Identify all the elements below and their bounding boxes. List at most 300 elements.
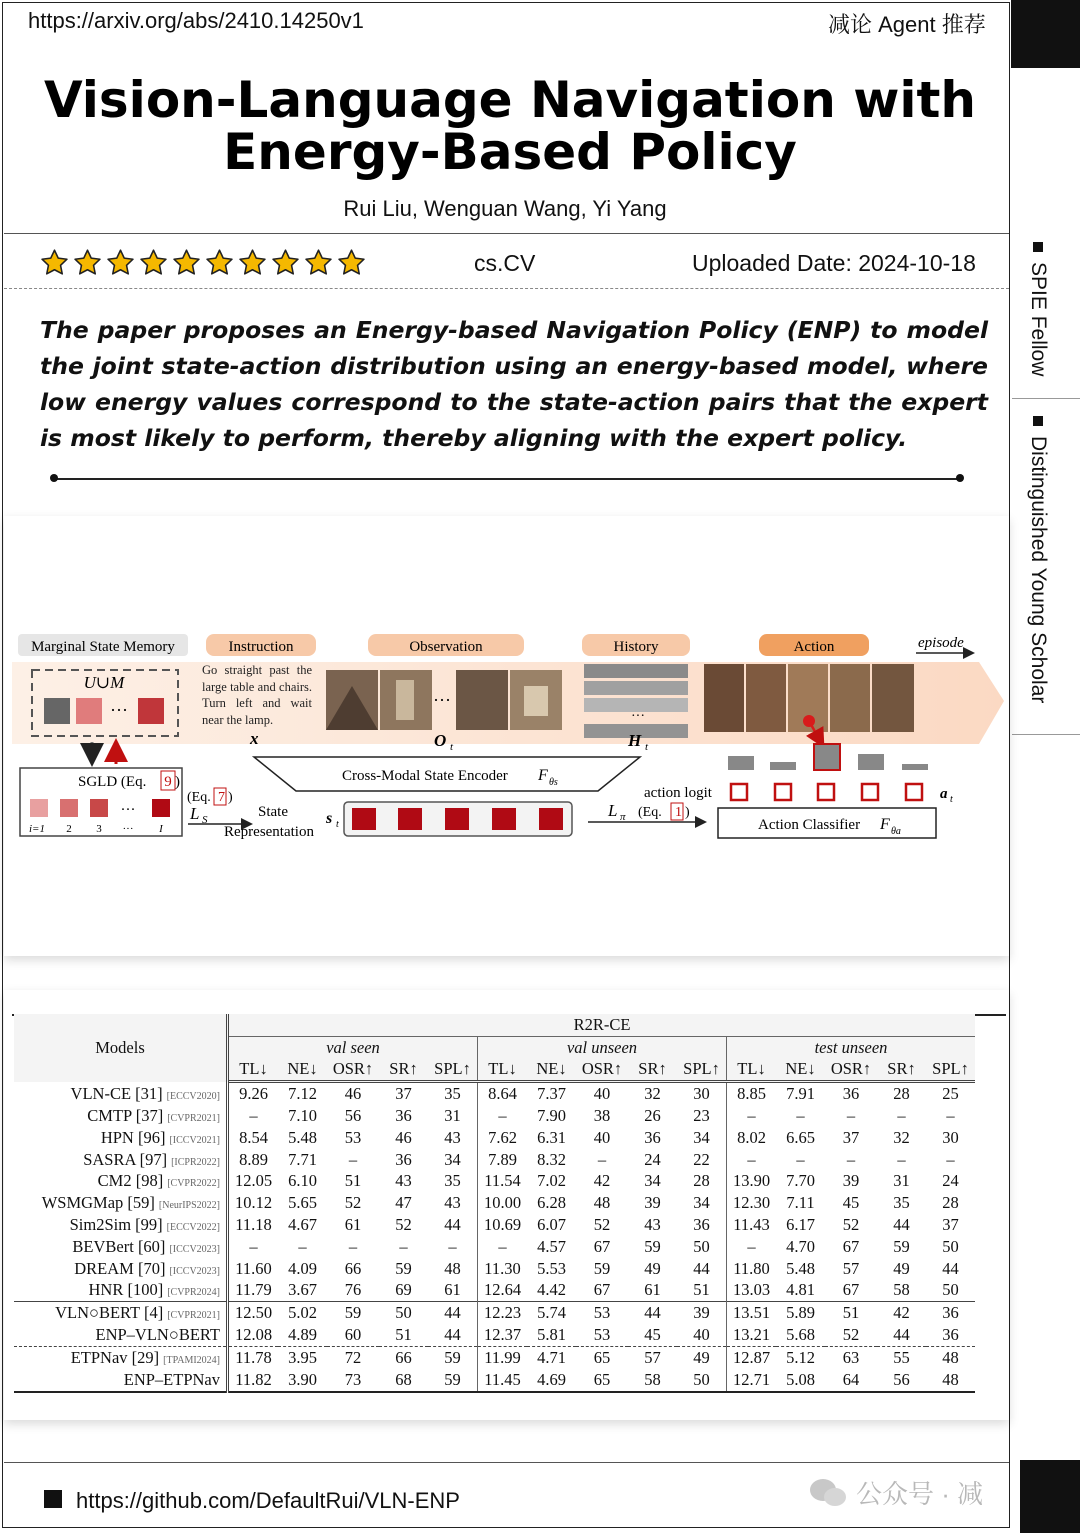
model-label: BEVBert [60] — [72, 1236, 166, 1256]
metric-header: SPL↑ — [677, 1059, 727, 1082]
table-cell: 7.10 — [288, 1106, 317, 1126]
table-cell: 30 — [942, 1127, 959, 1147]
wechat-icon — [808, 1477, 848, 1509]
ls-sym: L — [190, 804, 200, 823]
model-label: ENP–ETPNav — [123, 1369, 220, 1389]
metric-header: TL↓ — [228, 1059, 279, 1082]
table-cell: 44 — [893, 1325, 910, 1345]
table-cell: 55 — [893, 1347, 910, 1367]
table-cell: 4.69 — [537, 1369, 566, 1389]
table-cell: 12.05 — [234, 1171, 273, 1191]
table-cell: – — [796, 1106, 805, 1126]
table-cell: 11.60 — [235, 1258, 272, 1278]
logit-cell — [731, 784, 747, 800]
sgld-cell — [60, 799, 78, 817]
state-cell — [492, 808, 516, 830]
model-name — [14, 1346, 228, 1368]
github-link[interactable]: https://github.com/DefaultRui/VLN-ENP — [76, 1488, 460, 1513]
table-cell: 6.28 — [537, 1193, 566, 1213]
table-cell: 50 — [395, 1303, 412, 1323]
table-cell: 31 — [428, 1105, 478, 1127]
table-cell: 42 — [593, 1171, 611, 1191]
classifier-label: Action Classifier — [758, 817, 861, 833]
sgld-cell — [152, 799, 170, 817]
classifier-sub: θa — [891, 826, 901, 837]
table-cell: 59 — [644, 1236, 661, 1256]
eq7-label: (Eq. — [187, 790, 211, 805]
table-cell: 12.08 — [234, 1325, 273, 1345]
metric-header: OSR↑ — [576, 1059, 628, 1082]
table-cell: 37 — [842, 1127, 860, 1147]
table-cell: 7.12 — [288, 1084, 317, 1104]
index-label: I — [159, 823, 163, 835]
eq1-num: 1 — [675, 805, 682, 820]
venue-label: [ICPR2022] — [171, 1156, 220, 1168]
table-cell: 38 — [593, 1106, 611, 1126]
model-name — [14, 1149, 228, 1171]
table-cell: 76 — [344, 1280, 362, 1300]
state-cell — [398, 808, 422, 830]
table-cell: 11.78 — [235, 1347, 272, 1367]
table-cell: 53 — [593, 1303, 611, 1323]
table-cell: 26 — [644, 1106, 661, 1126]
metric-header: OSR↑ — [825, 1059, 877, 1082]
model-name — [14, 1324, 228, 1346]
lpi-sub: π — [620, 811, 626, 823]
table-row — [14, 1214, 975, 1236]
memory-cell — [76, 698, 102, 724]
metric-header: NE↓ — [527, 1059, 576, 1082]
category: cs.CV — [474, 250, 536, 276]
table-cell: 7.62 — [488, 1127, 517, 1147]
table-cell: 24 — [942, 1171, 959, 1191]
venue-label: [CVPR2022] — [167, 1178, 220, 1190]
ls-sub: S — [202, 814, 208, 826]
table-cell: 44 — [677, 1258, 727, 1280]
table-cell: 59 — [593, 1258, 611, 1278]
table-cell: 13.51 — [732, 1303, 771, 1323]
o-sub: t — [450, 741, 454, 753]
bullet-icon — [44, 1490, 62, 1508]
model-name — [14, 1258, 228, 1280]
logit-bar — [728, 756, 754, 770]
brand-label: 减论 Agent 推荐 — [828, 12, 986, 37]
table-row — [14, 1346, 975, 1368]
table-cell: – — [747, 1106, 756, 1126]
table-cell: 12.71 — [732, 1369, 771, 1389]
table-cell: 51 — [677, 1280, 727, 1302]
table-cell: 48 — [428, 1258, 478, 1280]
table-cell: 61 — [344, 1215, 362, 1235]
table-cell: 73 — [344, 1369, 362, 1389]
table-cell: – — [897, 1149, 906, 1169]
table-cell: 40 — [593, 1127, 611, 1147]
table-cell: 9.26 — [239, 1084, 268, 1104]
table-cell: 36 — [942, 1325, 959, 1345]
models-header: Models — [14, 1014, 228, 1082]
table-row — [14, 1149, 975, 1171]
star-icon — [271, 248, 300, 277]
index-label: 2 — [66, 823, 72, 835]
table-cell: 7.37 — [537, 1084, 566, 1104]
state-cell — [539, 808, 563, 830]
rating-stars — [40, 248, 366, 277]
logit-cell — [818, 784, 834, 800]
watermark — [808, 1474, 983, 1511]
model-label: ETPNav [29] — [70, 1347, 160, 1367]
table-cell: – — [498, 1236, 507, 1256]
table-row — [14, 1192, 975, 1214]
table-cell: 23 — [677, 1105, 727, 1127]
model-name — [14, 1105, 228, 1127]
table-cell: 44 — [428, 1214, 478, 1236]
table-cell: 28 — [942, 1193, 959, 1213]
table-cell: 5.08 — [786, 1369, 815, 1389]
table-cell: 46 — [344, 1084, 362, 1104]
table-cell: 12.37 — [483, 1325, 522, 1345]
divider — [4, 233, 1009, 234]
table-cell: 50 — [677, 1236, 727, 1258]
table-cell: 39 — [644, 1193, 661, 1213]
svg-text:): ) — [175, 774, 180, 790]
table-cell: – — [249, 1106, 258, 1126]
table-cell: 52 — [344, 1193, 362, 1213]
episode-label: episode — [918, 635, 964, 651]
state-rep-1: State — [258, 804, 288, 820]
model-name — [14, 1302, 228, 1324]
table-cell: 6.07 — [537, 1215, 566, 1235]
logit-bar — [770, 762, 796, 770]
table-cell: 43 — [644, 1215, 661, 1235]
table-cell: – — [796, 1149, 805, 1169]
instruction-header: Instruction — [228, 639, 294, 655]
model-label: CMTP [37] — [87, 1106, 164, 1126]
table-row — [14, 1236, 975, 1258]
bullet-icon — [1033, 416, 1043, 426]
table-cell: 49 — [644, 1258, 661, 1278]
table-cell: 49 — [677, 1346, 727, 1368]
table-cell: 47 — [395, 1193, 412, 1213]
action-header: Action — [793, 639, 835, 655]
table-cell: 10.12 — [234, 1193, 273, 1213]
table-cell: 34 — [677, 1192, 727, 1214]
o-var: O — [434, 731, 447, 750]
a-var: a — [940, 786, 948, 802]
title-line-1: Vision-Language Navigation with — [43, 71, 977, 129]
table-cell: 7.71 — [288, 1149, 317, 1169]
table-cell: 60 — [344, 1325, 362, 1345]
table-cell: 69 — [395, 1280, 412, 1300]
table-cell: 59 — [428, 1346, 478, 1368]
split-header: test unseen — [727, 1036, 976, 1058]
table-row — [14, 1171, 975, 1193]
h-var: H — [628, 731, 642, 750]
lpi-sym: L — [608, 801, 618, 820]
star-icon — [238, 248, 267, 277]
table-cell: – — [348, 1236, 358, 1256]
table-cell: 50 — [942, 1236, 959, 1256]
table-cell: 65 — [593, 1347, 611, 1367]
venue-label: [CVPR2024] — [167, 1287, 220, 1299]
logit-bar-selected — [814, 744, 840, 770]
table-cell: 52 — [593, 1215, 611, 1235]
table-cell: 5.53 — [537, 1258, 566, 1278]
table-cell: 49 — [893, 1258, 910, 1278]
metric-header: SR↑ — [628, 1059, 677, 1082]
table-row — [14, 1127, 975, 1149]
table-cell: 51 — [395, 1325, 412, 1345]
table-cell: 4.70 — [786, 1236, 815, 1256]
eq7-num: 7 — [218, 790, 225, 805]
star-icon — [40, 248, 69, 277]
table-cell: 25 — [942, 1084, 959, 1104]
table-cell: – — [597, 1149, 607, 1169]
classifier-sym: F — [880, 816, 890, 833]
table-cell: 4.09 — [288, 1258, 317, 1278]
table-cell: 6.65 — [786, 1127, 815, 1147]
model-label: ENP–VLN○BERT — [95, 1325, 220, 1345]
table-cell: 36 — [677, 1214, 727, 1236]
table-cell: 44 — [893, 1215, 910, 1235]
memory-cell — [44, 698, 70, 724]
model-label: HNR [100] — [88, 1280, 164, 1300]
memory-header: Marginal State Memory — [31, 639, 175, 655]
table-cell: – — [298, 1236, 307, 1256]
index-label: i=1 — [29, 823, 45, 835]
table-cell: 61 — [428, 1280, 478, 1302]
rule-dot — [956, 474, 964, 482]
table-cell: 44 — [942, 1258, 959, 1278]
metric-header: NE↓ — [278, 1059, 327, 1082]
instruction-text-wrap — [202, 662, 312, 734]
table-cell: 63 — [842, 1347, 860, 1367]
table-row — [14, 1324, 975, 1346]
table-row — [14, 1280, 975, 1302]
table-cell: 6.17 — [786, 1215, 815, 1235]
table-cell: – — [946, 1106, 955, 1126]
star-icon — [205, 248, 234, 277]
model-label: WSMGMap [59] — [41, 1193, 155, 1213]
table-cell: 6.10 — [288, 1171, 317, 1191]
table-cell: 56 — [893, 1369, 910, 1389]
venue-label: [CVPR2021] — [167, 1113, 220, 1125]
metric-header: SPL↑ — [428, 1059, 478, 1082]
table-cell: 12.23 — [483, 1303, 522, 1323]
table-cell: 11.43 — [733, 1215, 770, 1235]
table-cell: 5.02 — [288, 1303, 317, 1323]
table-cell: 43 — [428, 1192, 478, 1214]
table-cell: 52 — [842, 1215, 860, 1235]
venue-label: [ECCV2020] — [166, 1090, 220, 1102]
table-cell: – — [399, 1236, 408, 1256]
index-label: 3 — [96, 823, 102, 835]
metric-header: SR↑ — [379, 1059, 428, 1082]
table-cell: 68 — [395, 1369, 412, 1389]
table-cell: 67 — [593, 1236, 611, 1256]
results-table-panel — [4, 990, 1009, 1420]
venue-label: [ICCV2021] — [169, 1134, 220, 1146]
observation-header: Observation — [409, 639, 483, 655]
svg-text:): ) — [685, 805, 690, 820]
svg-text:): ) — [228, 790, 233, 805]
summary: The paper proposes an Energy-based Navigation Policy (ENP) to model the joint state-action distribution using an energy-based model, where low energy values correspond to the state-action pairs that the expert is most likely to perform, thereby aligning with the expert policy. — [40, 316, 988, 452]
table-cell: 64 — [842, 1369, 860, 1389]
x-var: x — [250, 729, 259, 748]
table-cell: 65 — [593, 1369, 611, 1389]
model-name — [14, 1214, 228, 1236]
history-header: History — [613, 639, 659, 655]
table-row — [14, 1105, 975, 1127]
table-cell: 7.02 — [537, 1171, 566, 1191]
model-label: Sim2Sim [99] — [69, 1215, 163, 1235]
corner-block — [1011, 0, 1080, 68]
table-cell: 72 — [344, 1347, 362, 1367]
table-row — [14, 1258, 975, 1280]
table-cell: 35 — [428, 1082, 478, 1105]
table-cell: 10.00 — [483, 1193, 522, 1213]
logit-bar — [858, 754, 884, 770]
table-cell: 11.18 — [235, 1215, 272, 1235]
table-cell: 11.80 — [733, 1258, 770, 1278]
table-cell: 5.48 — [786, 1258, 815, 1278]
model-label: CM2 [98] — [97, 1171, 164, 1191]
logit-cell — [906, 784, 922, 800]
table-cell: 43 — [395, 1171, 412, 1191]
watermark-text: 公众号 · 减 — [856, 1479, 984, 1509]
table-cell: 36 — [395, 1106, 412, 1126]
table-cell: – — [747, 1149, 756, 1169]
table-cell: 12.87 — [732, 1347, 771, 1367]
table-cell: 13.90 — [732, 1171, 771, 1191]
table-cell: 37 — [395, 1084, 412, 1104]
table-cell: 3.90 — [288, 1369, 317, 1389]
table-cell: 4.67 — [288, 1215, 317, 1235]
table-cell: 12.64 — [483, 1280, 522, 1300]
table-cell: 11.82 — [235, 1369, 272, 1389]
table-cell: 51 — [344, 1171, 362, 1191]
model-name — [14, 1369, 228, 1392]
table-cell: 4.89 — [288, 1325, 317, 1345]
table-cell: 7.89 — [488, 1149, 517, 1169]
table-cell: 32 — [893, 1127, 910, 1147]
table-row — [14, 1082, 975, 1105]
table-cell: 66 — [395, 1347, 412, 1367]
table-cell: – — [498, 1106, 507, 1126]
table-cell: 42 — [893, 1303, 910, 1323]
logit-cell — [775, 784, 791, 800]
table-cell: 8.32 — [537, 1149, 566, 1169]
table-cell: 50 — [677, 1369, 727, 1392]
table-cell: 67 — [842, 1236, 860, 1256]
venue-label: [ICCV2023] — [169, 1265, 220, 1277]
figure-svg — [4, 516, 1009, 956]
table-cell: 34 — [428, 1149, 478, 1171]
eq1-label: (Eq. — [638, 805, 662, 820]
index-label: ··· — [122, 823, 134, 835]
table-cell: 57 — [644, 1347, 661, 1367]
tag-young-scholar: Distinguished Young Scholar — [1027, 436, 1050, 704]
table-cell: 4.71 — [537, 1347, 566, 1367]
state-rep-2: Representation — [224, 824, 314, 840]
divider — [1012, 734, 1080, 735]
divider — [4, 288, 1009, 289]
state-cell — [445, 808, 469, 830]
memory-set: U∪M — [83, 673, 125, 692]
model-label: VLN○BERT [4] — [55, 1303, 164, 1323]
table-cell: 67 — [593, 1280, 611, 1300]
metric-header: NE↓ — [776, 1059, 825, 1082]
action-logit-label: action logit — [644, 785, 712, 801]
dataset-header: R2R-CE — [228, 1014, 976, 1036]
table-cell: – — [747, 1236, 756, 1256]
star-icon — [139, 248, 168, 277]
model-name — [14, 1192, 228, 1214]
star-icon — [106, 248, 135, 277]
table-cell: 53 — [344, 1127, 362, 1147]
table-cell: 7.11 — [786, 1193, 815, 1213]
table-cell: 32 — [644, 1084, 661, 1104]
table-cell: 8.85 — [737, 1084, 766, 1104]
table-cell: 44 — [428, 1324, 478, 1346]
model-label: SASRA [97] — [83, 1149, 168, 1169]
sgld-cell — [90, 799, 108, 817]
table-cell: 28 — [893, 1084, 910, 1104]
venue-label: [CVPR2021] — [167, 1310, 220, 1322]
table-cell: 5.81 — [537, 1325, 566, 1345]
logit-bar — [902, 764, 928, 770]
sgld-cell — [30, 799, 48, 817]
table-cell: 7.70 — [786, 1171, 815, 1191]
split-header: val seen — [228, 1036, 478, 1058]
metric-header: SR↑ — [877, 1059, 926, 1082]
table-cell: 58 — [644, 1369, 661, 1389]
table-cell: 59 — [893, 1236, 910, 1256]
rule-dot — [50, 474, 58, 482]
venue-label: [ECCV2022] — [166, 1222, 220, 1234]
table-cell: 5.48 — [288, 1127, 317, 1147]
table-cell: 5.12 — [786, 1347, 815, 1367]
metric-header: SPL↑ — [926, 1059, 975, 1082]
sgld-ellipsis: ··· — [120, 802, 136, 818]
table-cell: 44 — [428, 1302, 478, 1324]
arxiv-url[interactable]: https://arxiv.org/abs/2410.14250v1 — [28, 8, 364, 33]
results-table — [14, 1014, 975, 1393]
table-cell: – — [348, 1149, 358, 1169]
table-cell: 8.02 — [737, 1127, 766, 1147]
venue-label: [TPAMI2024] — [163, 1354, 220, 1366]
table-cell: – — [846, 1149, 856, 1169]
table-cell: 46 — [395, 1127, 412, 1147]
table-cell: 8.54 — [239, 1127, 268, 1147]
upload-date: Uploaded Date: 2024-10-18 — [692, 250, 976, 276]
model-name — [14, 1236, 228, 1258]
model-label: DREAM [70] — [74, 1258, 166, 1278]
table-cell: 5.68 — [786, 1325, 815, 1345]
table-cell: 5.65 — [288, 1193, 317, 1213]
table-cell: 48 — [942, 1347, 959, 1367]
table-cell: 48 — [942, 1369, 959, 1389]
table-cell: 59 — [395, 1258, 412, 1278]
obs-ellipsis: ··· — [433, 690, 451, 710]
authors: Rui Liu, Wenguan Wang, Yi Yang — [343, 196, 667, 221]
bullet-icon — [1033, 242, 1043, 252]
table-cell: 4.81 — [786, 1280, 815, 1300]
memory-ellipsis: ··· — [110, 700, 128, 720]
table-cell: 51 — [842, 1303, 860, 1323]
table-cell: 66 — [344, 1258, 362, 1278]
history-ellipsis: ··· — [631, 709, 645, 724]
table-cell: 11.45 — [484, 1369, 521, 1389]
